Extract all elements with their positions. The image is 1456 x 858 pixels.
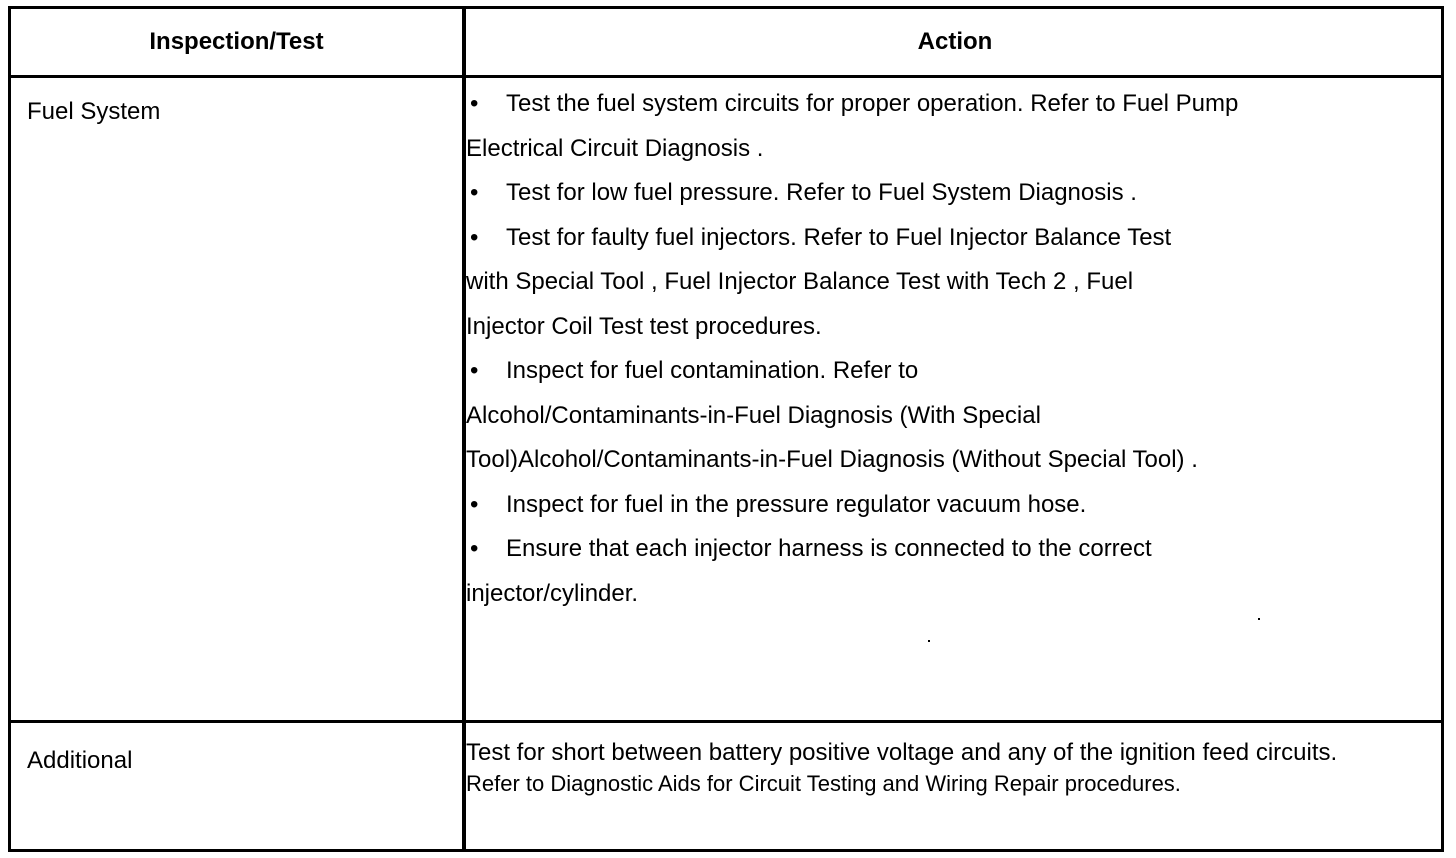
row-label-additional: Additional [27,747,133,774]
additional-action-reference: Refer to Diagnostic Aids for Circuit Testing and Wiring Repair procedures. [466,771,1181,796]
action-item-text: Test for low fuel pressure. Refer to Fuel System Diagnosis . [506,179,1137,206]
bullet-icon: • [470,535,479,562]
additional-action-main: Test for short between battery positive voltage and any of the ignition feed circuits. [466,739,1338,766]
action-item-text: Test the fuel system circuits for proper operation. Refer to Fuel Pump Electrical Circuit Diagnosis . [466,90,1239,162]
bullet-icon: • [470,179,479,206]
bullet-icon: • [470,223,479,251]
action-item [466,483,1406,528]
header-divider [11,75,1441,78]
action-item [466,82,1406,171]
action-item-text: Inspect for fuel contamination. Refer to Alcohol/Contaminants-in-Fuel Diagnosis (With Special Tool)Alcohol/Contaminants-in-Fuel Diagnosis (Without Special Tool) . [466,357,1198,473]
fuel-system-action-list [466,82,1406,616]
action-item-text: Inspect for fuel in the pressure regulator vacuum hose. [506,490,1087,518]
additional-action-text [466,737,1386,799]
bullet-icon: • [470,490,479,518]
action-item [466,349,1406,483]
action-item [466,171,1406,216]
action-item-text: Ensure that each injector harness is connected to the correct injector/cylinder. [466,535,1152,607]
bullet-icon: • [470,357,479,384]
bullet-icon: • [470,90,479,117]
row-label-fuel-system: Fuel System [27,98,161,125]
row-divider [11,720,1441,723]
action-item-text: Test for faulty fuel injectors. Refer to Fuel Injector Balance Test with Special Tool , Fuel Injector Balance Test with Tech 2 , Fuel Injector Coil Test test procedures. [466,223,1172,340]
scan-speck [1258,618,1260,620]
header-action: Action [917,28,993,55]
header-inspection-test: Inspection/Test [149,28,324,55]
action-item [466,527,1406,616]
action-item [466,216,1406,350]
scan-speck [928,640,930,642]
